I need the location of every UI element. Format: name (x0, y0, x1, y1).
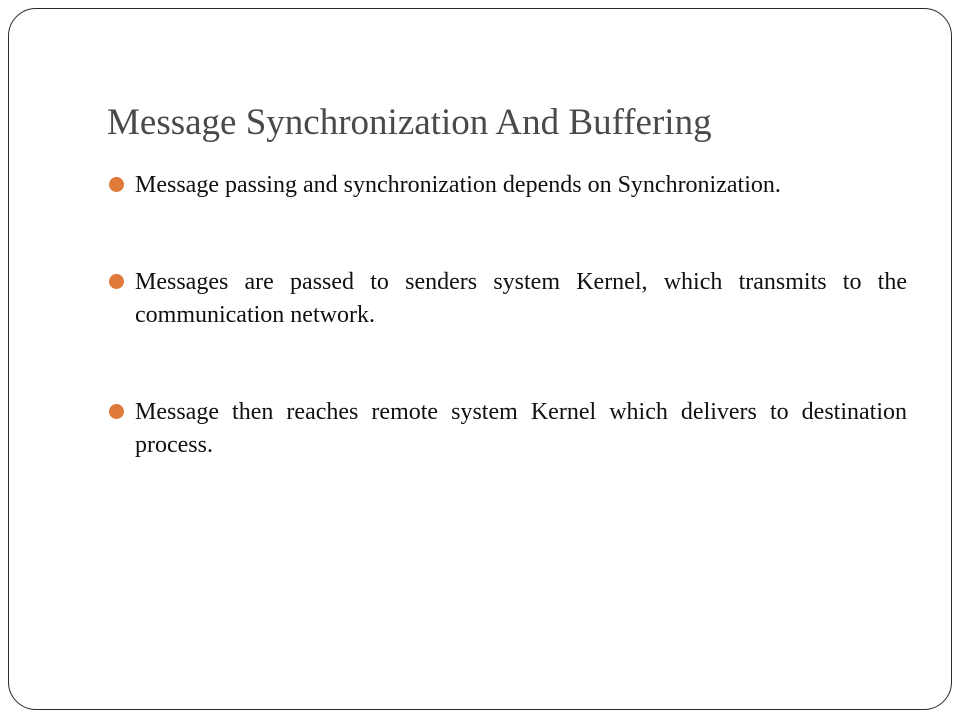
bullet-list (107, 169, 907, 462)
bullet-dot-icon (109, 177, 124, 192)
slide-frame (8, 8, 952, 710)
bullet-text: Message then reaches remote system Kernel which delivers to destination process. (135, 399, 907, 458)
bullet-text: Message passing and synchronization depends on Synchronization. (135, 172, 781, 198)
bullet-text: Messages are passed to senders system Kernel, which transmits to the communication network. (135, 269, 907, 328)
bullet-item (107, 266, 907, 332)
slide-title: Message Synchronization And Buffering (107, 102, 712, 143)
bullet-item (107, 396, 907, 462)
bullet-dot-icon (109, 274, 124, 289)
bullet-item (107, 169, 907, 202)
bullet-dot-icon (109, 404, 124, 419)
